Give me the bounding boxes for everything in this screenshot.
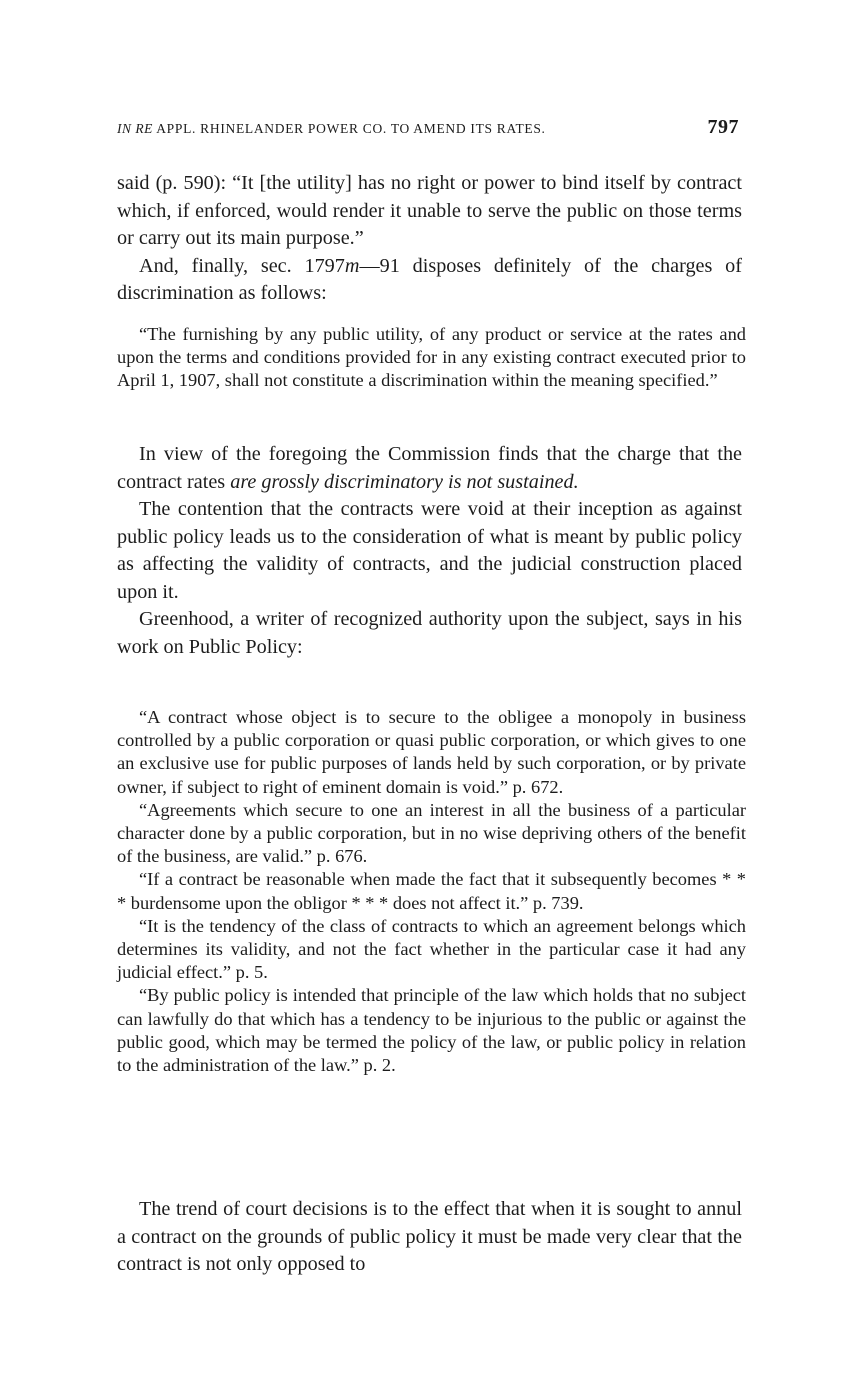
- quote-monopoly: “A contract whose object is to secure to the obligee a monopoly in business controlled by a public corporation or quasi public corporation, or which gives to one an exclusive use for public purposes of lands held by such corporation, or by private owner, if subject to right of eminent domain is void.” p. 672.: [117, 707, 746, 797]
- quote-reasonable: “If a contract be reasonable when made the fact that it subsequently becomes * * * burdensome upon the obligor * * * does not affect it.” p. 739.: [117, 869, 746, 913]
- paragraph-and-finally-end: —91 disposes definitely of the charges of discrimination as follows:: [117, 254, 742, 304]
- running-header: [117, 116, 739, 146]
- running-title: [117, 121, 546, 137]
- quote-tendency: “It is the tendency of the class of contracts to which an agreement belongs which determines its validity, and not the fact whether in the particular case it had any judicial effect.” p. 5.: [117, 915, 746, 983]
- paragraph-greenhood: Greenhood, a writer of recognized authority upon the subject, says in his work on Public Policy:: [117, 608, 742, 658]
- paragraph-and-finally-start: And, finally, sec. 1797: [139, 254, 345, 277]
- section-suffix: m: [344, 254, 360, 277]
- block-quote-statute: [117, 323, 746, 393]
- body-block-3: [117, 1196, 742, 1279]
- quote-public-policy: “By public policy is intended that principle of the law which holds that no subject can lawfully do that which has a tendency to be injurious to the public or against the public good, which may be termed the policy of the law, or public policy in relation to the administration of the law.” p. 2.: [117, 985, 746, 1076]
- body-block-2: [117, 441, 742, 661]
- quote-agreements: “Agreements which secure to one an interest in all the business of a particular character done by a public corporation, but in no wise depriving others of the benefit of the business, are valid.” p. 676.: [117, 799, 746, 867]
- running-title-italic: IN RE: [117, 121, 153, 136]
- paragraph-in-view: [117, 441, 742, 496]
- paragraph-contention: The contention that the contracts were void at their inception as against public policy leads us to the consideration of what is meant by public policy as affecting the validity of contracts, and the judicial construction placed upon it.: [117, 498, 742, 603]
- block-quote-greenhood: [117, 706, 746, 1077]
- paragraph-in-view-text: In view of the foregoing the Commission finds that the charge that the contract rates: [117, 443, 742, 493]
- quote-statute-text: “The furnishing by any public utility, of any product or service at the rates and upon the terms and conditions provided for in any existing contract executed prior to April 1, 1907, shall not constitute a discrimination within the meaning specified.”: [117, 324, 746, 391]
- paragraph-in-view-italic: are grossly discriminatory is not sustained.: [230, 470, 579, 493]
- page-number: 797: [707, 116, 739, 138]
- paragraph-said: said (p. 590): “It [the utility] has no right or power to bind itself by contract which, if enforced, would render it unable to serve the public on those terms or carry out its main purpose.”: [117, 172, 742, 249]
- body-block-1: [117, 170, 742, 308]
- paragraph-trend: The trend of court decisions is to the effect that when it is sought to annul a contract on the grounds of public policy it must be made very clear that the contract is not only opposed to: [117, 1198, 742, 1275]
- running-title-text: APPL. RHINELANDER POWER CO. TO AMEND ITS RATES.: [152, 121, 546, 136]
- paragraph-and-finally: [117, 253, 742, 308]
